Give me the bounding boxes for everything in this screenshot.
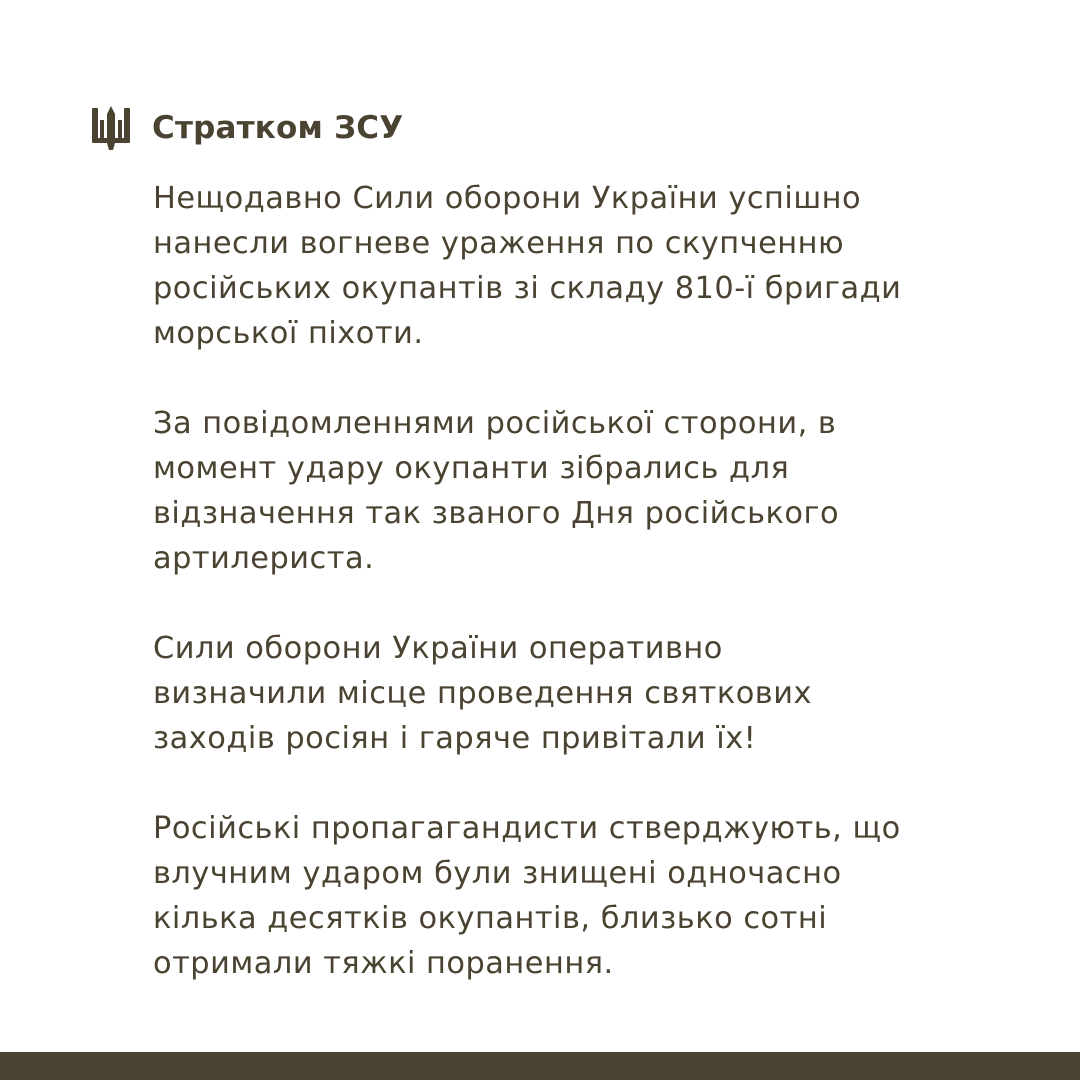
text-line: відзначення так званого Дня російського xyxy=(153,496,840,531)
trident-icon xyxy=(92,106,130,150)
page-title: Стратком ЗСУ xyxy=(152,110,404,146)
post-body xyxy=(153,176,1053,1031)
text-line: заходів росіян і гаряче привітали їх! xyxy=(153,721,757,756)
header xyxy=(92,104,403,152)
text-line: За повідомленнями російської сторони, в xyxy=(153,406,837,441)
text-line: момент удару окупанти зібрались для xyxy=(153,451,790,486)
text-line: кілька десятків окупантів, близько сотні xyxy=(153,901,828,936)
paragraph-2 xyxy=(153,401,1053,581)
bottom-bar xyxy=(0,1052,1080,1080)
text-line: визначили місце проведення святкових xyxy=(153,676,812,711)
text-line: отримали тяжкі поранення. xyxy=(153,946,614,981)
text-line: морської піхоти. xyxy=(153,316,424,351)
text-line: Сили оборони України оперативно xyxy=(153,631,723,666)
text-line: Нещодавно Сили оборони України успішно xyxy=(153,181,862,216)
paragraph-4 xyxy=(153,806,1053,986)
text-line: нанесли вогневе ураження по скупченню xyxy=(153,226,845,261)
paragraph-1 xyxy=(153,176,1053,356)
text-line: влучним ударом були знищені одночасно xyxy=(153,856,842,891)
paragraph-3 xyxy=(153,626,1053,761)
text-line: артилериста. xyxy=(153,541,375,576)
text-line: Російські пропагагандисти стверджують, що xyxy=(153,811,901,846)
text-line: російських окупантів зі складу 810-ї бригади xyxy=(153,271,902,306)
